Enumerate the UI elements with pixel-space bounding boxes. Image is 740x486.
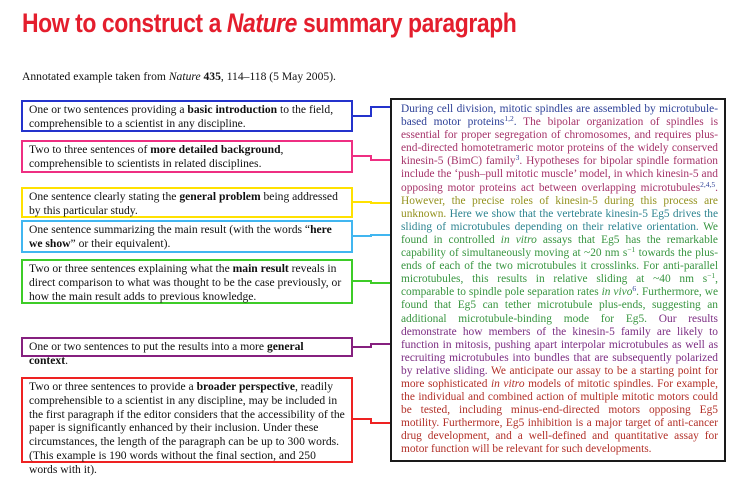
summary-paragraph: [401, 103, 718, 457]
text-run: 435: [203, 70, 221, 83]
text-run: Two to three sentences of: [29, 143, 151, 156]
text-run: −1: [627, 245, 636, 255]
text-run: main result: [232, 262, 289, 275]
text-run: in vitro: [500, 233, 537, 246]
text-run: One sentence clearly stating the: [29, 190, 180, 203]
text-run: in vitro: [491, 377, 525, 390]
text-run: 6: [632, 284, 637, 294]
text-run: One sentence summarizing the main result (with the words “: [29, 223, 311, 236]
text-run: . Hypotheses for bipolar spindle formation include the ‘push–pull mitotic muscle’ model, in which kinesin-5 and opposing motor proteins act between overlapping microtubules: [401, 155, 718, 194]
connector-main-result: [353, 281, 390, 283]
text-run: Two or three sentences to provide a: [29, 380, 197, 393]
annotation-box-more-detailed-background: [21, 140, 353, 173]
text-run: Nature: [226, 8, 298, 38]
text-run: assays that Eg5 has the remarkable capability of simultaneously moving at ~20 nm s: [401, 233, 718, 260]
annotation-box-main-result: [21, 259, 353, 304]
text-run: summary paragraph: [297, 8, 517, 38]
text-run: in vivo: [601, 286, 633, 299]
text-run: , 114–118 (5 May 2005).: [220, 70, 336, 83]
connector-here-we-show: [353, 235, 390, 236]
text-run: −1: [707, 271, 716, 281]
text-run: Annotated example taken from: [22, 70, 169, 83]
text-run: Nature: [168, 70, 201, 83]
text-run: , readily comprehensible to a scientist in any discipline, may be included in the first paragraph if the editor considers that the accessibility of the paper is significantly enhanced by their inclusion. Under these circumstances, the length of the paragraph can be up to 300 words. (This example is 190 words without the final section, and 250 words with it).: [29, 380, 345, 476]
text-run: general problem: [179, 190, 261, 203]
text-run: . Furthermore, we found that Eg5 can tether microtubule plus-ends, suggesting an additional microtubule-binding mode for Eg5.: [401, 286, 718, 325]
annotation-box-general-context: [21, 337, 353, 367]
text-run: Here we show that the vertebrate kinesin-5 Eg5 drives the sliding of microtubules depending on their relative orientation.: [401, 207, 719, 233]
text-run: more detailed background: [150, 143, 281, 156]
page-title: [22, 8, 516, 39]
text-run: 2,4,5: [700, 179, 716, 189]
connector-general-problem: [353, 202, 390, 203]
text-run: 3: [515, 153, 520, 163]
text-run: ” or their equivalent).: [70, 236, 171, 250]
text-run: During cell division, mitotic spindles are assembled by microtubule-based motor proteins: [401, 103, 718, 129]
summary-paragraph-box: [390, 98, 726, 462]
text-run: Our results demonstrate how members of the kinesin-5 family are likely to function in mitosis, pushing apart interpolar microtubules as well as recruiting microtubules into bundles that are subsequently polarized by relative sliding.: [401, 312, 718, 377]
connector-more-detailed-background: [353, 156, 390, 160]
text-run: .: [65, 353, 68, 367]
annotation-box-broader-perspective: [21, 377, 353, 476]
text-run: , comparable to spindle pole separation rates: [401, 273, 718, 299]
text-run: We found in controlled: [401, 220, 718, 246]
text-run: 1,2: [504, 114, 514, 124]
text-run: , comprehensible to scientists in related disciplines.: [29, 143, 284, 170]
text-run: here we show: [29, 223, 332, 250]
text-run: models of mitotic spindles. For example, the individual and combined action of multiple mitotic motors could be tested, including minus-end-directed motors opposing Eg5 motility. Furthermore, Eg5 inhibition is a major target of anti-cancer drug development, and a well-defined and quantitative assay for motor function will be relevant for such developments.: [401, 377, 718, 456]
text-run: general context: [29, 340, 304, 367]
annotation-box-general-problem: [21, 187, 353, 218]
connector-basic-introduction: [353, 107, 390, 116]
text-run: However, the precise roles of kinesin-5 during this process are unknown.: [401, 194, 718, 220]
text-run: Two or three sentences explaining what the: [29, 262, 233, 275]
text-run: to the field, comprehensible to a scientist in any discipline.: [29, 103, 334, 130]
text-run: broader perspective: [196, 380, 295, 393]
connector-broader-perspective: [353, 419, 390, 423]
text-run: The bipolar organization of spindles is essential for proper segregation of chromosomes, and requires plus-end-directed homotetrameric motor proteins of the widely conserved kinesin-5 (BimC) family: [401, 116, 718, 168]
text-run: .: [715, 181, 718, 194]
summary-segment-main-result: [401, 221, 718, 325]
text-run: reveals in direct comparison to what was thought to be the case previously, or how the main result adds to previous knowledge.: [29, 262, 342, 303]
text-run: being addressed by this particular study.: [29, 190, 338, 217]
summary-segment-perspective: [401, 365, 718, 456]
connector-general-context: [353, 344, 390, 347]
text-run: We anticipate our assay to be a starting point for more sophisticated: [401, 364, 718, 390]
text-run: One or two sentences providing a: [29, 103, 188, 116]
text-run: One or two sentences to put the results into a more: [29, 340, 267, 353]
annotation-box-here-we-show: [21, 220, 353, 253]
subtitle-citation: [22, 70, 336, 83]
annotation-box-basic-introduction: [21, 100, 353, 132]
text-run: .: [513, 116, 524, 129]
text-run: basic introduction: [187, 103, 278, 116]
text-run: towards the plus-ends of each of the two microtubules it crosslinks. For anti-parallel microtubules, this results in relative sliding at ~40 nm s: [401, 247, 719, 286]
text-run: How to construct a: [22, 8, 227, 38]
